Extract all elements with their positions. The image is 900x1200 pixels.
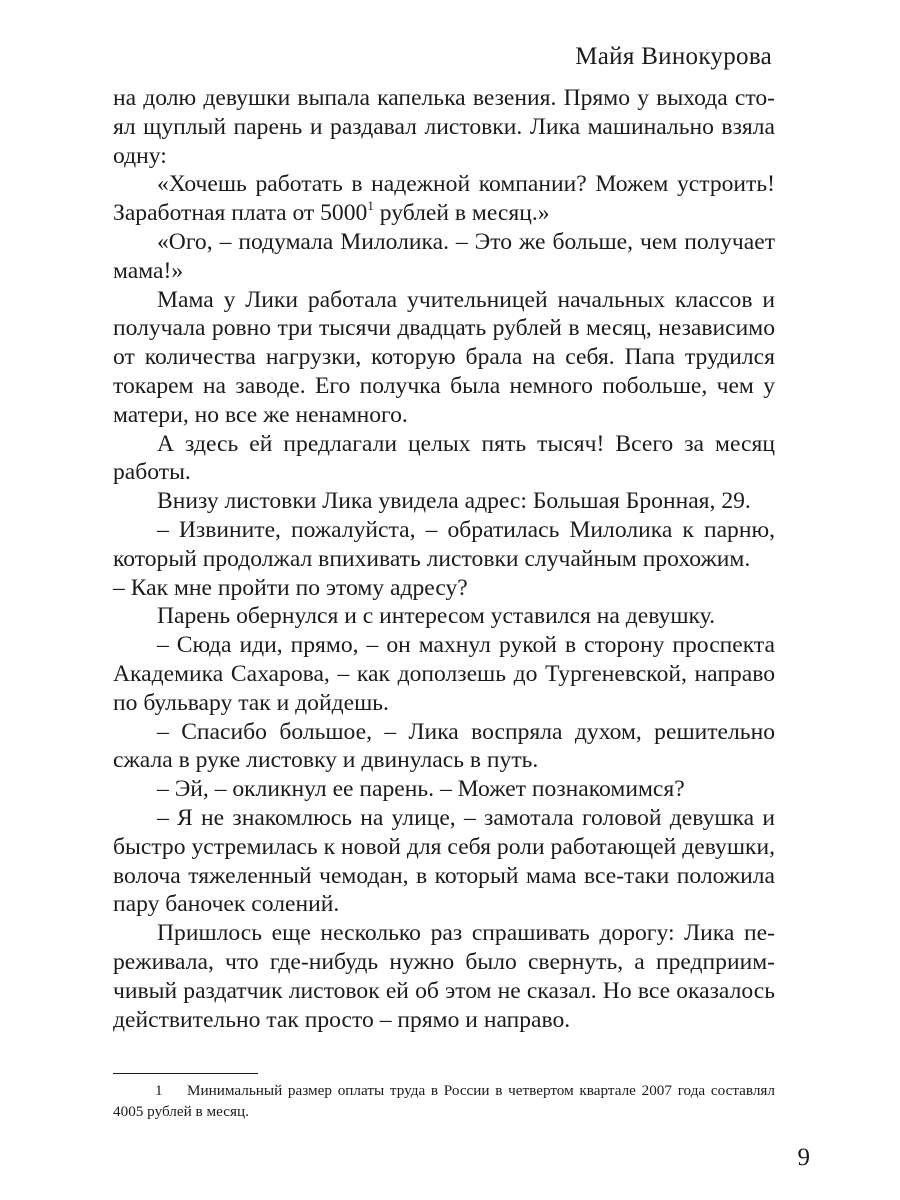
paragraph: – Я не знакомлюсь на улице, – замотала головой девушка и быстро устремилась к новой для себя роли работающей девушки, волоча тяжеленный чемодан, в который мама все-таки положила пару баночек солений. [113,804,775,918]
paragraph: Пришлось еще несколько раз спрашивать дорогу: Лика переживала, что где-нибудь нужно было свернуть, а предприимчивый раздатчик листовок ей об этом не сказал. Но все оказалось действительно так просто – прямо и направо. [113,920,775,1033]
paragraph: – Сюда иди, прямо, – он махнул рукой в сторону проспекта Академика Сахарова, – как доползешь до Тургеневской, направо по бульвару так и дойдешь. [113,632,775,716]
page-number: 9 [797,1144,810,1171]
paragraph-text: «Хочешь работать в надежной компании? Можем устроить! Заработная плата от 5000 [113,171,775,227]
body-text [113,84,775,1034]
footnote-divider [113,1073,258,1074]
footnote-number: 1 [155,1082,163,1099]
footnote-text: Минимальный размер оплаты труда в России в четвертом квартале 2007 года составлял 4005 рублей в месяц. [113,1082,775,1120]
paragraph: на долю девушки выпала капелька везения. Прямо у выхода стоял щуплый парень и раздавал листовки. Лика машинально взяла одну: [113,85,775,169]
paragraph: – Спасибо большое, – Лика воспряла духом, решительно сжала в руке листовку и двинулась в путь. [113,718,775,774]
footnote [113,1080,775,1122]
paragraph: Парень обернулся и с интересом уставился на девушку. [157,603,715,630]
paragraph: Внизу листовки Лика увидела адрес: Большая Бронная, 29. [157,488,751,515]
paragraph: – Эй, – окликнул ее парень. – Может познакомимся? [157,776,685,803]
footnote-reference[interactable]: 1 [367,198,374,214]
paragraph: «Ого, – подумала Милолика. – Это же больше, чем получает мама!» [113,228,775,284]
paragraph: – Как мне пройти по этому адресу? [113,574,468,601]
running-header-author: Майя Винокурова [575,43,772,70]
paragraph-text: рублей в месяц.» [373,200,550,227]
paragraph: – Извините, пожалуйста, – обратилась Милолика к парню, который продолжал впихивать листовки случайным прохожим. [113,516,775,572]
paragraph-with-footnote-ref [113,170,775,228]
paragraph: Мама у Лики работала учительницей начальных классов и получала ровно три тысячи двадцать рублей в месяц, независимо от количества нагрузки, которую брала на себя. Папа трудился токарем на заводе. Его получка была немного побольше, чем у матери, но все же ненамного. [113,286,775,428]
paragraph: А здесь ей предлагали целых пять тысяч! Всего за месяц работы. [113,430,775,486]
